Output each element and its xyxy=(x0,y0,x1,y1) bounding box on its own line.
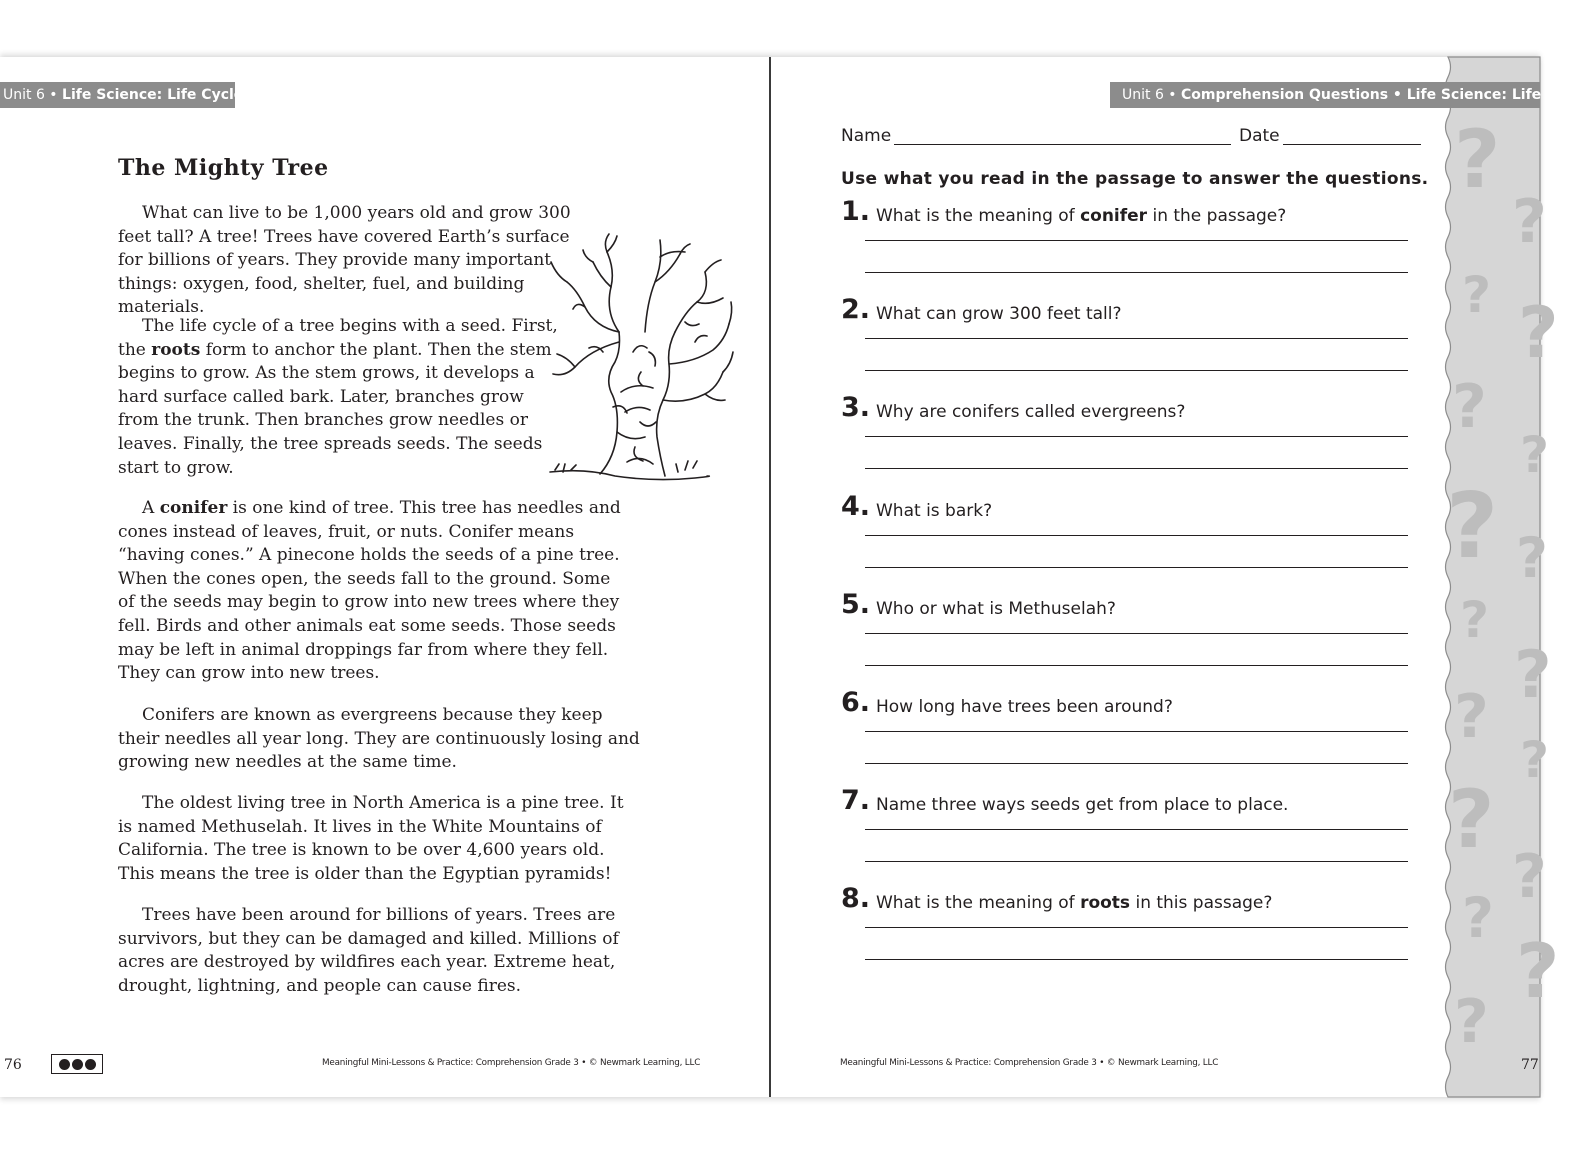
question-number: 3. xyxy=(841,392,871,423)
book-spread xyxy=(0,57,1596,1097)
question-number: 5. xyxy=(841,589,871,620)
name-date-row xyxy=(841,126,1421,148)
answer-line[interactable] xyxy=(865,731,1408,732)
right-page xyxy=(771,57,1596,1097)
question-text: What is the meaning of conifer in the passage? xyxy=(876,206,1287,226)
svg-text:?: ? xyxy=(1516,927,1560,1015)
question-text: Who or what is Methuselah? xyxy=(876,599,1116,619)
answer-line[interactable] xyxy=(865,436,1408,437)
answer-line[interactable] xyxy=(865,665,1408,666)
question-1 xyxy=(841,196,1421,292)
left-page xyxy=(0,57,769,1097)
instructions: Use what you read in the passage to answer the questions. xyxy=(841,169,1429,189)
answer-line[interactable] xyxy=(865,633,1408,634)
svg-text:?: ? xyxy=(1454,682,1489,752)
svg-text:?: ? xyxy=(1520,426,1550,484)
svg-text:?: ? xyxy=(1518,292,1559,374)
svg-text:?: ? xyxy=(1460,591,1490,649)
question-mark-pattern xyxy=(1440,57,1560,1097)
question-number: 4. xyxy=(841,491,871,522)
question-number: 7. xyxy=(841,785,871,816)
story-title: The Mighty Tree xyxy=(118,155,329,181)
svg-text:?: ? xyxy=(1454,113,1501,206)
question-4 xyxy=(841,491,1421,587)
question-number: 8. xyxy=(841,883,871,914)
question-text: How long have trees been around? xyxy=(876,697,1173,717)
svg-text:?: ? xyxy=(1462,886,1494,950)
question-3 xyxy=(841,392,1421,488)
svg-text:?: ? xyxy=(1512,187,1547,257)
unit-tab: Unit 6 • Life Science: Life Cycles xyxy=(0,82,235,108)
svg-text:?: ? xyxy=(1514,638,1552,713)
unit-tab: Unit 6 • Comprehension Questions • Life Science: Life Cycles xyxy=(1110,82,1540,108)
paragraph-2: The life cycle of a tree begins with a seed. First, the roots form to anchor the plant. Then the stem begins to grow. As the stem grows, it develops a hard surface called bark. Later, branches grow from the trunk. Then branches grow needles or leaves. Finally, the tree spreads seeds. The seeds start to grow. xyxy=(118,316,558,478)
question-text: Why are conifers called evergreens? xyxy=(876,402,1186,422)
svg-text:?: ? xyxy=(1516,526,1548,590)
question-8 xyxy=(841,883,1421,979)
tree-illustration xyxy=(545,232,735,487)
answer-line[interactable] xyxy=(865,861,1408,862)
answer-line[interactable] xyxy=(865,959,1408,960)
level-dot xyxy=(59,1059,70,1070)
level-indicator xyxy=(51,1054,103,1074)
paragraph-1: What can live to be 1,000 years old and grow 300 feet tall? A tree! Trees have covered Earth’s surface for billions of years. They provide many important things: oxygen, food, shelter, fuel, and building materials. xyxy=(118,203,571,318)
name-field[interactable] xyxy=(894,144,1231,145)
svg-text:?: ? xyxy=(1446,474,1499,579)
date-field[interactable] xyxy=(1283,144,1421,145)
footer-credit: Meaningful Mini-Lessons & Practice: Comprehension Grade 3 • © Newmark Learning, LLC xyxy=(322,1058,701,1068)
answer-line[interactable] xyxy=(865,468,1408,469)
answer-line[interactable] xyxy=(865,535,1408,536)
question-text: What is bark? xyxy=(876,501,993,521)
answer-line[interactable] xyxy=(865,240,1408,241)
question-text: What can grow 300 feet tall? xyxy=(876,304,1122,324)
paragraph-4: Conifers are known as evergreens because they keep their needles all year long. They are continuously losing and growing new needles at the same time. xyxy=(118,705,640,773)
question-5 xyxy=(841,589,1421,685)
answer-line[interactable] xyxy=(865,763,1408,764)
question-2 xyxy=(841,294,1421,390)
svg-text:?: ? xyxy=(1448,773,1495,866)
svg-text:?: ? xyxy=(1452,372,1487,442)
question-number: 2. xyxy=(841,294,871,325)
level-dot xyxy=(85,1059,96,1070)
question-text: Name three ways seeds get from place to place. xyxy=(876,795,1289,815)
level-dot xyxy=(72,1059,83,1070)
page-number: 76 xyxy=(4,1057,22,1073)
answer-line[interactable] xyxy=(865,272,1408,273)
svg-text:?: ? xyxy=(1512,842,1547,912)
question-6 xyxy=(841,687,1421,783)
question-number: 1. xyxy=(841,196,871,227)
svg-text:?: ? xyxy=(1462,266,1492,324)
name-label: Name xyxy=(841,126,892,146)
answer-line[interactable] xyxy=(865,829,1408,830)
svg-text:?: ? xyxy=(1454,987,1489,1057)
svg-text:?: ? xyxy=(1520,731,1550,789)
answer-line[interactable] xyxy=(865,370,1408,371)
paragraph-3: A conifer is one kind of tree. This tree has needles and cones instead of leaves, fruit, or nuts. Conifer means “having cones.” A pinecone holds the seeds of a pine tree. When the cones open, the seeds fall to the ground. Some of the seeds may begin to grow into new trees where they fell. Birds and other animals eat some seeds. Those seeds may be left in animal droppings far from where they fell. They can grow into new trees. xyxy=(118,498,621,684)
question-text: What is the meaning of roots in this passage? xyxy=(876,893,1273,913)
question-number: 6. xyxy=(841,687,871,718)
page-number: 77 xyxy=(1521,1057,1539,1073)
date-label: Date xyxy=(1239,126,1280,146)
paragraph-6: Trees have been around for billions of years. Trees are survivors, but they can be damaged and killed. Millions of acres are destroyed by wildfires each year. Extreme heat, drought, lightning, and people can cause fires. xyxy=(118,905,619,996)
answer-line[interactable] xyxy=(865,567,1408,568)
question-7 xyxy=(841,785,1421,881)
answer-line[interactable] xyxy=(865,927,1408,928)
paragraph-5: The oldest living tree in North America is a pine tree. It is named Methuselah. It lives in the White Mountains of California. The tree is known to be over 4,600 years old. This means the tree is older than the Egyptian pyramids! xyxy=(118,793,624,884)
answer-line[interactable] xyxy=(865,338,1408,339)
footer-credit: Meaningful Mini-Lessons & Practice: Comprehension Grade 3 • © Newmark Learning, LLC xyxy=(840,1058,1219,1068)
